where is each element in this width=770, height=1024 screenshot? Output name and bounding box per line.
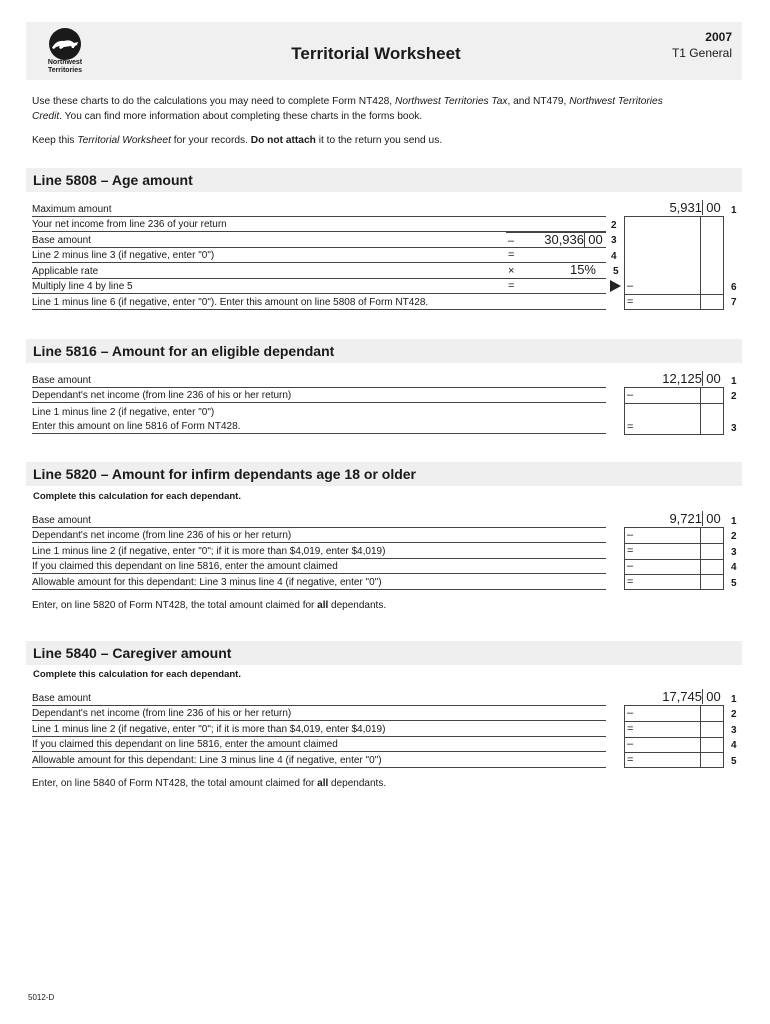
row-label: Dependant's net income (from line 236 of his or her return)	[32, 390, 292, 401]
equals-sign: =	[627, 545, 634, 557]
equals-sign: =	[627, 296, 634, 308]
box-divider	[624, 752, 724, 753]
mid-line-3	[506, 232, 606, 248]
row-label: If you claimed this dependant on line 5816, enter the amount claimed	[32, 561, 338, 572]
intro-form-name: Northwest Territories Tax	[394, 96, 508, 107]
line-number: 3	[731, 423, 737, 434]
minus-sign: –	[627, 738, 634, 750]
amount-cents: 00	[702, 689, 724, 704]
row-label: Base amount	[32, 374, 91, 386]
line-number: 1	[731, 516, 737, 527]
row-label: Base amount	[32, 514, 91, 526]
box-divider	[624, 403, 724, 404]
box-divider	[624, 543, 724, 544]
intro-text: . You can find more information about completing these charts in the forms book.	[59, 111, 423, 122]
section-title-5816: Line 5816 – Amount for an eligible dependant	[33, 343, 335, 359]
row-5840-4	[32, 737, 606, 753]
amount-dollars: 9,721	[669, 510, 702, 526]
row-5820-2	[32, 528, 606, 544]
row-5808-2	[32, 217, 606, 233]
line-number: 4	[731, 562, 737, 573]
line-number: 7	[731, 297, 737, 308]
row-5840-2	[32, 706, 606, 722]
note-emphasis: all	[317, 600, 329, 611]
amount-dollars: 5,931	[669, 199, 702, 215]
row-5820-1	[32, 512, 606, 528]
total-line-top	[624, 294, 724, 295]
intro-form-name: Northwest Territories Credit	[32, 96, 663, 122]
line-number: 6	[731, 282, 737, 293]
note-text: Enter, on line 5840 of Form NT428, the total amount claimed for	[32, 778, 318, 789]
row-label: Dependant's net income (from line 236 of his or her return)	[32, 530, 292, 541]
mid-line-income	[506, 216, 606, 217]
logo-text: Northwest Territories	[47, 59, 83, 74]
intro-paragraph	[32, 94, 692, 124]
row-5820-3	[32, 543, 606, 559]
equals-sign: =	[508, 249, 515, 261]
amount-column-5808[interactable]	[624, 217, 724, 310]
page-title: Territorial Worksheet	[291, 44, 461, 63]
minus-sign: –	[627, 560, 634, 572]
row-label: Line 1 minus line 2 (if negative, enter "0")	[32, 406, 215, 418]
amount-cents: 00	[702, 511, 724, 526]
cents-divider	[700, 388, 701, 434]
line-number: 4	[731, 740, 737, 751]
amount-dollars: 12,125	[662, 370, 702, 386]
section-title-5808: Line 5808 – Age amount	[33, 172, 193, 188]
row-5816-1	[32, 372, 606, 388]
row-label: Applicable rate	[32, 265, 99, 277]
equals-sign: =	[627, 723, 634, 735]
equals-sign: =	[627, 754, 634, 766]
note-emphasis: all	[317, 778, 329, 789]
intro-text: , and NT479,	[507, 96, 570, 107]
line-number: 4	[611, 251, 617, 262]
amount-dollars: 17,745	[662, 688, 702, 704]
row-5840-3	[32, 721, 606, 737]
equals-sign: =	[508, 280, 515, 292]
section-title-5820: Line 5820 – Amount for infirm dependants age 18 or older	[33, 466, 417, 482]
keep-text: Keep this	[32, 135, 78, 146]
total-note-5840	[32, 778, 386, 789]
row-5840-5	[32, 752, 606, 768]
row-label: Enter this amount on line 5816 of Form NT428.	[32, 421, 241, 432]
row-label: Maximum amount	[32, 203, 112, 215]
line-number: 5	[731, 756, 737, 767]
line-number: 2	[731, 391, 737, 402]
row-label: Allowable amount for this dependant: Line 3 minus line 4 (if negative, enter "0")	[32, 754, 382, 766]
row-5820-4	[32, 559, 606, 575]
line-number: 1	[731, 205, 737, 216]
line6-mid-field[interactable]	[506, 279, 606, 295]
keep-text: for your records.	[170, 135, 251, 146]
equals-sign: =	[627, 421, 634, 433]
note-text: Enter, on line 5820 of Form NT428, the total amount claimed for	[32, 600, 318, 611]
do-not-attach: Do not attach	[250, 135, 316, 146]
section-title-5840: Line 5840 – Caregiver amount	[33, 645, 232, 661]
row-label: Multiply line 4 by line 5	[32, 281, 133, 292]
keep-note	[32, 133, 692, 148]
arrow-right-icon	[610, 280, 621, 292]
amount-column-5816[interactable]	[624, 388, 724, 435]
tax-year: 2007	[705, 30, 732, 44]
line-number: 3	[731, 547, 737, 558]
minus-sign: –	[627, 529, 634, 541]
total-note-5820	[32, 600, 386, 611]
row-label: Line 2 minus line 3 (if negative, enter "0")	[32, 250, 215, 261]
row-5808-7	[32, 294, 606, 310]
row-label: If you claimed this dependant on line 5816, enter the amount claimed	[32, 739, 338, 750]
row-label: Base amount	[32, 234, 91, 246]
base-amount-field[interactable]	[624, 372, 724, 388]
rate-value: 15%	[569, 261, 596, 277]
row-5808-1	[32, 201, 606, 217]
row-label: Allowable amount for this dependant: Line 3 minus line 4 (if negative, enter "0")	[32, 576, 382, 588]
keep-text: it to the return you send us.	[315, 135, 443, 146]
line-number: 5	[731, 578, 737, 589]
form-code: 5012-D	[28, 993, 55, 1002]
box-divider	[624, 559, 724, 560]
amount-cents: 00	[584, 232, 606, 247]
row-5820-5	[32, 574, 606, 590]
keep-worksheet-name: Territorial Worksheet	[77, 135, 171, 146]
line-number: 3	[731, 725, 737, 736]
minus-sign: –	[627, 280, 634, 292]
box-divider	[624, 574, 724, 575]
times-sign: ×	[508, 264, 515, 277]
line-number: 2	[731, 709, 737, 720]
row-5816-4	[32, 419, 606, 435]
note-text: dependants.	[328, 600, 387, 611]
minus-sign: –	[627, 707, 634, 719]
note-text: dependants.	[328, 778, 387, 789]
line-number: 2	[611, 220, 617, 231]
equals-sign: =	[627, 576, 634, 588]
box-divider	[624, 721, 724, 722]
minus-sign: –	[508, 234, 515, 247]
amount-cents: 00	[702, 200, 724, 215]
intro-text: Use these charts to do the calculations you may need to complete Form NT428,	[32, 96, 395, 107]
line-number: 2	[731, 531, 737, 542]
amount-dollars: 30,936	[544, 231, 584, 247]
row-5840-1	[32, 690, 606, 706]
box-divider	[624, 737, 724, 738]
row-label: Line 1 minus line 2 (if negative, enter "0"; if it is more than $4,019, enter $4,019)	[32, 723, 386, 735]
row-5816-2	[32, 388, 606, 404]
line-number: 5	[613, 266, 619, 277]
base-amount-field[interactable]	[624, 690, 724, 706]
line-number: 1	[731, 376, 737, 387]
rate-field[interactable]	[506, 263, 606, 279]
row-label: Base amount	[32, 692, 91, 704]
amount-cents: 00	[702, 371, 724, 386]
row-label: Line 1 minus line 6 (if negative, enter "0"). Enter this amount on line 5808 of Form NT428.	[32, 296, 429, 308]
row-label: Your net income from line 236 of your return	[32, 219, 227, 230]
form-name: T1 General	[671, 46, 732, 60]
row-label: Line 1 minus line 2 (if negative, enter "0"; if it is more than $4,019, enter $4,019)	[32, 545, 386, 557]
max-amount-field[interactable]	[624, 201, 724, 217]
base-amount-field[interactable]	[624, 512, 724, 528]
minus-sign: –	[627, 389, 634, 401]
row-label: Dependant's net income (from line 236 of his or her return)	[32, 708, 292, 719]
line-number: 1	[731, 694, 737, 705]
row-5816-3	[32, 403, 606, 419]
section-subtitle-5820: Complete this calculation for each dependant.	[33, 491, 241, 502]
section-subtitle-5840: Complete this calculation for each dependant.	[33, 669, 241, 680]
line-number: 3	[611, 235, 617, 246]
